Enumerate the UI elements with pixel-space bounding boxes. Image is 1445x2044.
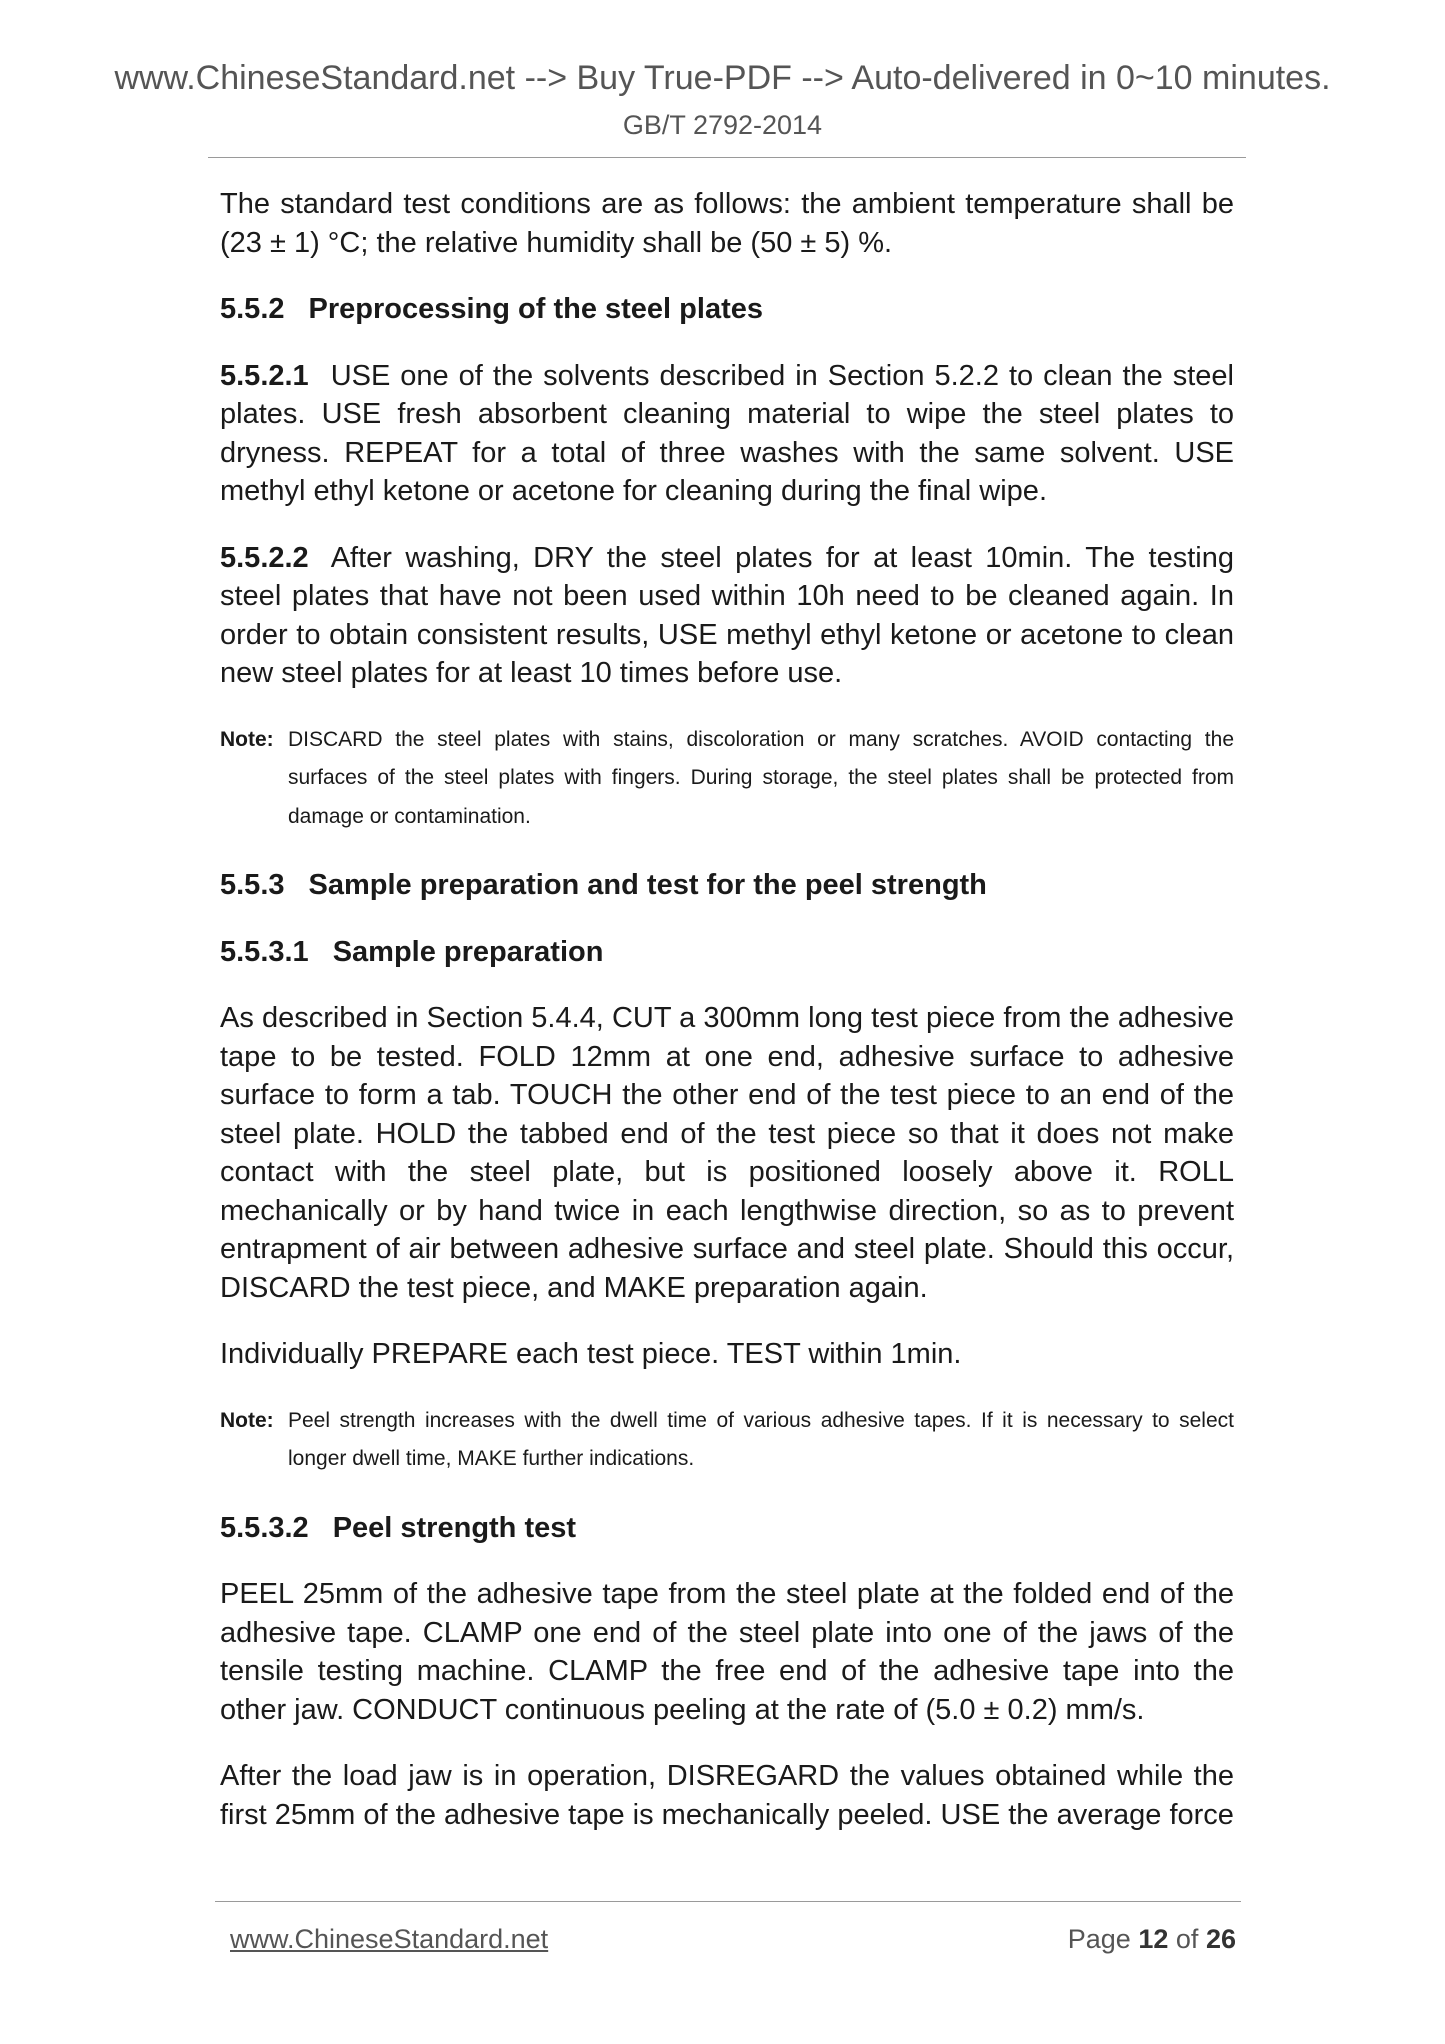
section-title: Sample preparation and test for the peel strength	[308, 869, 987, 901]
section-heading-5-5-3-1	[220, 933, 1234, 972]
section-number: 5.5.2	[220, 293, 285, 325]
page-total: 26	[1205, 1924, 1236, 1954]
header-banner: www.ChineseStandard.net --> Buy True-PDF --> Auto-delivered in 0~10 minutes.	[114, 59, 1331, 97]
note-steel-plates	[220, 721, 1234, 837]
section-title: Preprocessing of the steel plates	[308, 293, 763, 325]
clause-5-5-2-1	[220, 357, 1234, 511]
note-text: DISCARD the steel plates with stains, discoloration or many scratches. AVOID contacting the surfaces of the steel plates with fingers. During storage, the steel plates shall be protected from damage or contamination.	[288, 727, 1234, 828]
section-heading-5-5-3	[220, 866, 1234, 905]
section-heading-5-5-3-2	[220, 1509, 1234, 1548]
paragraph-after-load: After the load jaw is in operation, DISREGARD the values obtained while the first 25mm of the adhesive tape is mechanically peeled. USE the average force	[220, 1760, 1234, 1831]
section-number: 5.5.3.2	[220, 1511, 309, 1544]
clause-number: 5.5.2.2	[220, 541, 309, 574]
header-divider	[208, 157, 1246, 158]
page-of: of	[1175, 1924, 1199, 1954]
clause-text: After washing, DRY the steel plates for at least 10min. The testing steel plates that have not been used within 10h need to be cleaned again. In order to obtain consistent results, USE methyl ethyl ketone or acetone to clean new steel plates for at least 10 times before use.	[220, 541, 1234, 689]
footer-divider	[215, 1901, 1241, 1902]
section-title: Sample preparation	[332, 935, 604, 968]
footer-website-link[interactable]: www.ChineseStandard.net	[230, 1924, 549, 1954]
clause-number: 5.5.2.1	[220, 359, 309, 392]
clause-5-5-2-2	[220, 539, 1234, 693]
section-number: 5.5.3	[220, 869, 285, 901]
note-text: Peel strength increases with the dwell time of various adhesive tapes. If it is necessary to select longer dwell time, MAKE further indications.	[288, 1408, 1234, 1470]
page-label: Page	[1067, 1924, 1131, 1954]
note-label: Note:	[220, 727, 274, 751]
page-current: 12	[1138, 1924, 1169, 1954]
note-label: Note:	[220, 1408, 274, 1432]
paragraph-peel-test: PEEL 25mm of the adhesive tape from the steel plate at the folded end of the adhesive tape. CLAMP one end of the steel plate into one of the jaws of the tensile testing machine. CLAMP the free end of the adhesive tape into the other jaw. CONDUCT continuous peeling at the rate of (5.0 ± 0.2) mm/s.	[220, 1578, 1234, 1726]
section-title: Peel strength test	[332, 1511, 577, 1544]
standard-number: GB/T 2792-2014	[622, 110, 823, 140]
section-number: 5.5.3.1	[220, 935, 309, 968]
paragraph-sample-preparation: As described in Section 5.4.4, CUT a 300mm long test piece from the adhesive tape to be tested. FOLD 12mm at one end, adhesive surface to adhesive surface to form a tab. TOUCH the other end of the test piece to an end of the steel plate. HOLD the tabbed end of the test piece so that it does not make contact with the steel plate, but is positioned loosely above it. ROLL mechanically or by hand twice in each lengthwise direction, so as to prevent entrapment of air between adhesive surface and steel plate. Should this occur, DISCARD the test piece, and MAKE preparation again.	[220, 1002, 1234, 1304]
section-heading-5-5-2	[220, 290, 1234, 329]
paragraph-individual-prepare: Individually PREPARE each test piece. TEST within 1min.	[220, 1338, 962, 1370]
document-body	[220, 185, 1234, 1862]
paragraph-test-conditions: The standard test conditions are as follows: the ambient temperature shall be (23 ± 1) °C; the relative humidity shall be (50 ± 5) %.	[220, 188, 1234, 259]
page-indicator	[1068, 1922, 1236, 1956]
clause-text: USE one of the solvents described in Section 5.2.2 to clean the steel plates. USE fresh absorbent cleaning material to wipe the steel plates to dryness. REPEAT for a total of three washes with the same solvent. USE methyl ethyl ketone or acetone for cleaning during the final wipe.	[220, 359, 1234, 507]
note-dwell-time	[220, 1402, 1234, 1479]
